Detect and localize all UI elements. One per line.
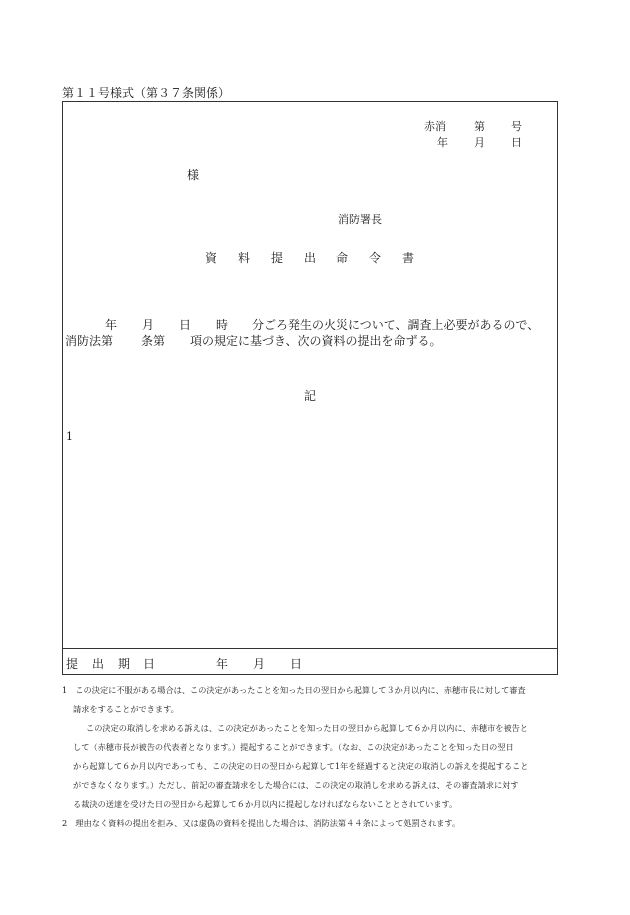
body-line2-rest: 項の規定に基づき、次の資料の提出を命ずる。 (190, 334, 442, 348)
ki-heading: 記 (304, 389, 317, 403)
deadline-label-char: 提 (66, 657, 79, 671)
deadline-label-char: 期 (118, 657, 131, 671)
body-day: 日 (179, 318, 192, 332)
note-line: 請求をすることができます。 (73, 704, 179, 714)
note-line: 2 理由なく資料の提出を拒み、又は虚偽の資料を提出した場合は、消防法第４４条によって処罰されます。 (62, 818, 461, 828)
deadline-month: 月 (253, 657, 266, 671)
note-line: から起算して６か月以内であっても、この決定の日の翌日から起算して1年を経過すると決定の取消しの訴えを提起すること (73, 761, 529, 771)
title-char: 出 (304, 251, 317, 265)
deadline-day: 日 (290, 657, 303, 671)
title-char: 命 (336, 251, 349, 265)
notes-section (62, 681, 582, 833)
title-char: 令 (369, 251, 382, 265)
note-line: ができなくなります。）ただし、前記の審査請求をした場合には、この決定の取消しを求める訴えは、その審査請求に対す (73, 780, 519, 790)
ref-dai: 第 (474, 120, 485, 133)
item-number: 1 (66, 430, 73, 443)
addressee-suffix: 様 (187, 168, 200, 182)
note-line: この決定の取消しを求める訴えは、この決定があったことを知った日の翌日から起算して６か月以内に、赤穂市を被告と (86, 723, 529, 733)
ref-go: 号 (511, 120, 522, 133)
deadline-divider (62, 648, 558, 649)
body-law: 消防法第 (65, 334, 114, 348)
date-year: 年 (437, 136, 448, 149)
note-line: 1 この決定に不服がある場合は、この決定があったことを知った日の翌日から起算して３か月以内に、赤穂市長に対して審査 (62, 685, 526, 695)
date-day: 日 (511, 136, 522, 149)
date-month: 月 (474, 136, 485, 149)
deadline-year: 年 (216, 657, 229, 671)
issuer: 消防署長 (338, 213, 382, 226)
body-year: 年 (105, 318, 118, 332)
title-char: 書 (402, 251, 415, 265)
form-number-label: 第１１号様式（第３７条関係） (62, 86, 231, 100)
title-char: 料 (238, 251, 251, 265)
title-char: 提 (271, 251, 284, 265)
deadline-label-char: 日 (143, 657, 156, 671)
body-month: 月 (142, 318, 155, 332)
title-char: 資 (205, 251, 218, 265)
deadline-label-char: 出 (92, 657, 105, 671)
note-line: る裁決の送達を受けた日の翌日から起算して６か月以内に提起しなければならないこととされています。 (73, 799, 458, 809)
body-line1-rest: 分ごろ発生の火災について、調査上必要があるので、 (252, 318, 540, 332)
ref-prefix: 赤消 (424, 120, 446, 133)
body-article: 条第 (141, 334, 166, 348)
body-hour: 時 (216, 318, 229, 332)
note-line: して（赤穂市長が被告の代表者となります。）提起することができます。（なお、この決定があったことを知った日の翌日 (73, 742, 514, 752)
